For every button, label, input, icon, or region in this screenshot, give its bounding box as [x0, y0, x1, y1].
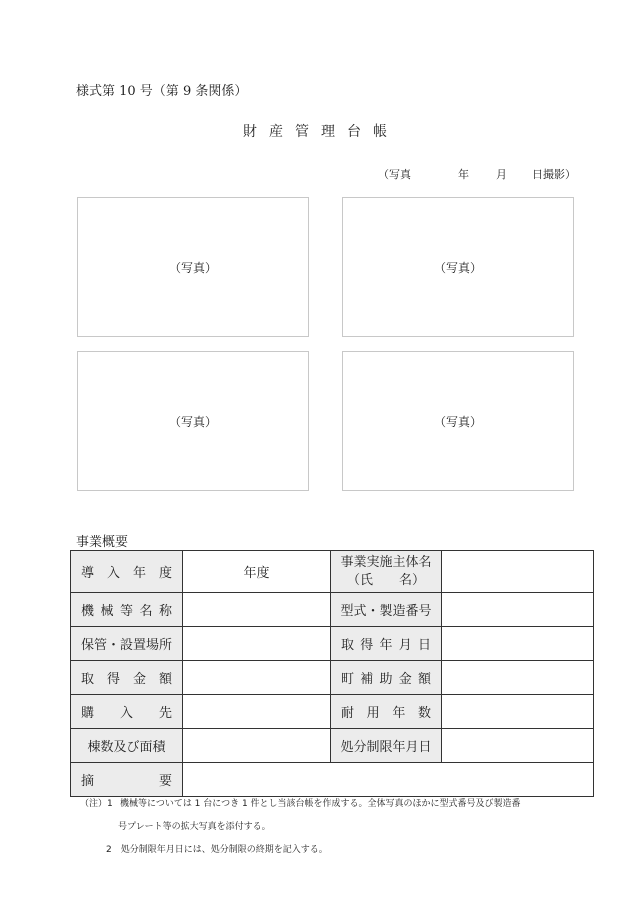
note-2: 2 処分制限年月日には、処分制限の終期を記入する。 [106, 845, 328, 855]
note-1-text: 機械等については 1 台につき 1 件とし当該台帳を作成する。全体写真のほかに型式番号及び製造番 [120, 799, 521, 809]
label-introduction-year: 導入年度 [71, 551, 183, 593]
value-implementer-name [442, 551, 594, 593]
photo-placeholder-3 [77, 351, 309, 491]
value-machine-name [183, 593, 331, 627]
page-title: 財産管理台帳 [243, 124, 399, 140]
note-1-continued: 号プレート等の拡大写真を添付する。 [118, 822, 271, 832]
photo-date-open: （写真 [378, 168, 411, 181]
value-town-subsidy [442, 661, 594, 695]
photo-label: （写真） [168, 414, 217, 429]
label-remarks: 摘要 [71, 763, 183, 797]
table-row [71, 661, 594, 695]
value-acquisition-date [442, 627, 594, 661]
table-row [71, 551, 594, 593]
value-buildings-area [183, 729, 331, 763]
label-storage-location: 保管・設置場所 [71, 627, 183, 661]
value-supplier [183, 695, 331, 729]
photo-date-day: 日撮影） [532, 168, 576, 181]
table-row [71, 763, 594, 797]
label-acquisition-amount: 取得金額 [71, 661, 183, 695]
summary-table [70, 550, 594, 797]
label-implementer-line2: （氏 名） [346, 572, 425, 588]
section-title: 事業概要 [76, 535, 129, 550]
label-disposal-limit-date: 処分制限年月日 [331, 729, 442, 763]
photo-date-month: 月 [496, 168, 507, 181]
value-disposal-limit-date [442, 729, 594, 763]
photo-placeholder-2 [342, 197, 574, 337]
label-buildings-area: 棟数及び面積 [71, 729, 183, 763]
label-acquisition-date: 取得年月日 [331, 627, 442, 661]
photo-date-year: 年 [458, 168, 469, 181]
photo-label: （写真） [168, 260, 217, 275]
photo-date-line [378, 166, 576, 182]
photo-label: （写真） [433, 414, 482, 429]
value-useful-life [442, 695, 594, 729]
photo-placeholder-4 [342, 351, 574, 491]
label-implementer-line1: 事業実施主体名 [340, 554, 432, 570]
table-row [71, 593, 594, 627]
note-1 [80, 796, 521, 809]
table-row [71, 729, 594, 763]
value-acquisition-amount [183, 661, 331, 695]
photo-placeholder-1 [77, 197, 309, 337]
label-implementer-name [331, 551, 442, 593]
label-useful-life: 耐用年数 [331, 695, 442, 729]
value-remarks [183, 763, 594, 797]
label-supplier: 購入先 [71, 695, 183, 729]
table-row [71, 627, 594, 661]
photo-label: （写真） [433, 260, 482, 275]
label-model-serial: 型式・製造番号 [331, 593, 442, 627]
table-row [71, 695, 594, 729]
value-storage-location [183, 627, 331, 661]
note-prefix: （注）1 [80, 799, 113, 809]
value-model-serial [442, 593, 594, 627]
label-machine-name: 機械等名称 [71, 593, 183, 627]
label-town-subsidy: 町補助金額 [331, 661, 442, 695]
form-number: 様式第 10 号（第 9 条関係） [76, 84, 248, 99]
value-introduction-year: 年度 [183, 551, 331, 593]
notes [80, 796, 521, 865]
